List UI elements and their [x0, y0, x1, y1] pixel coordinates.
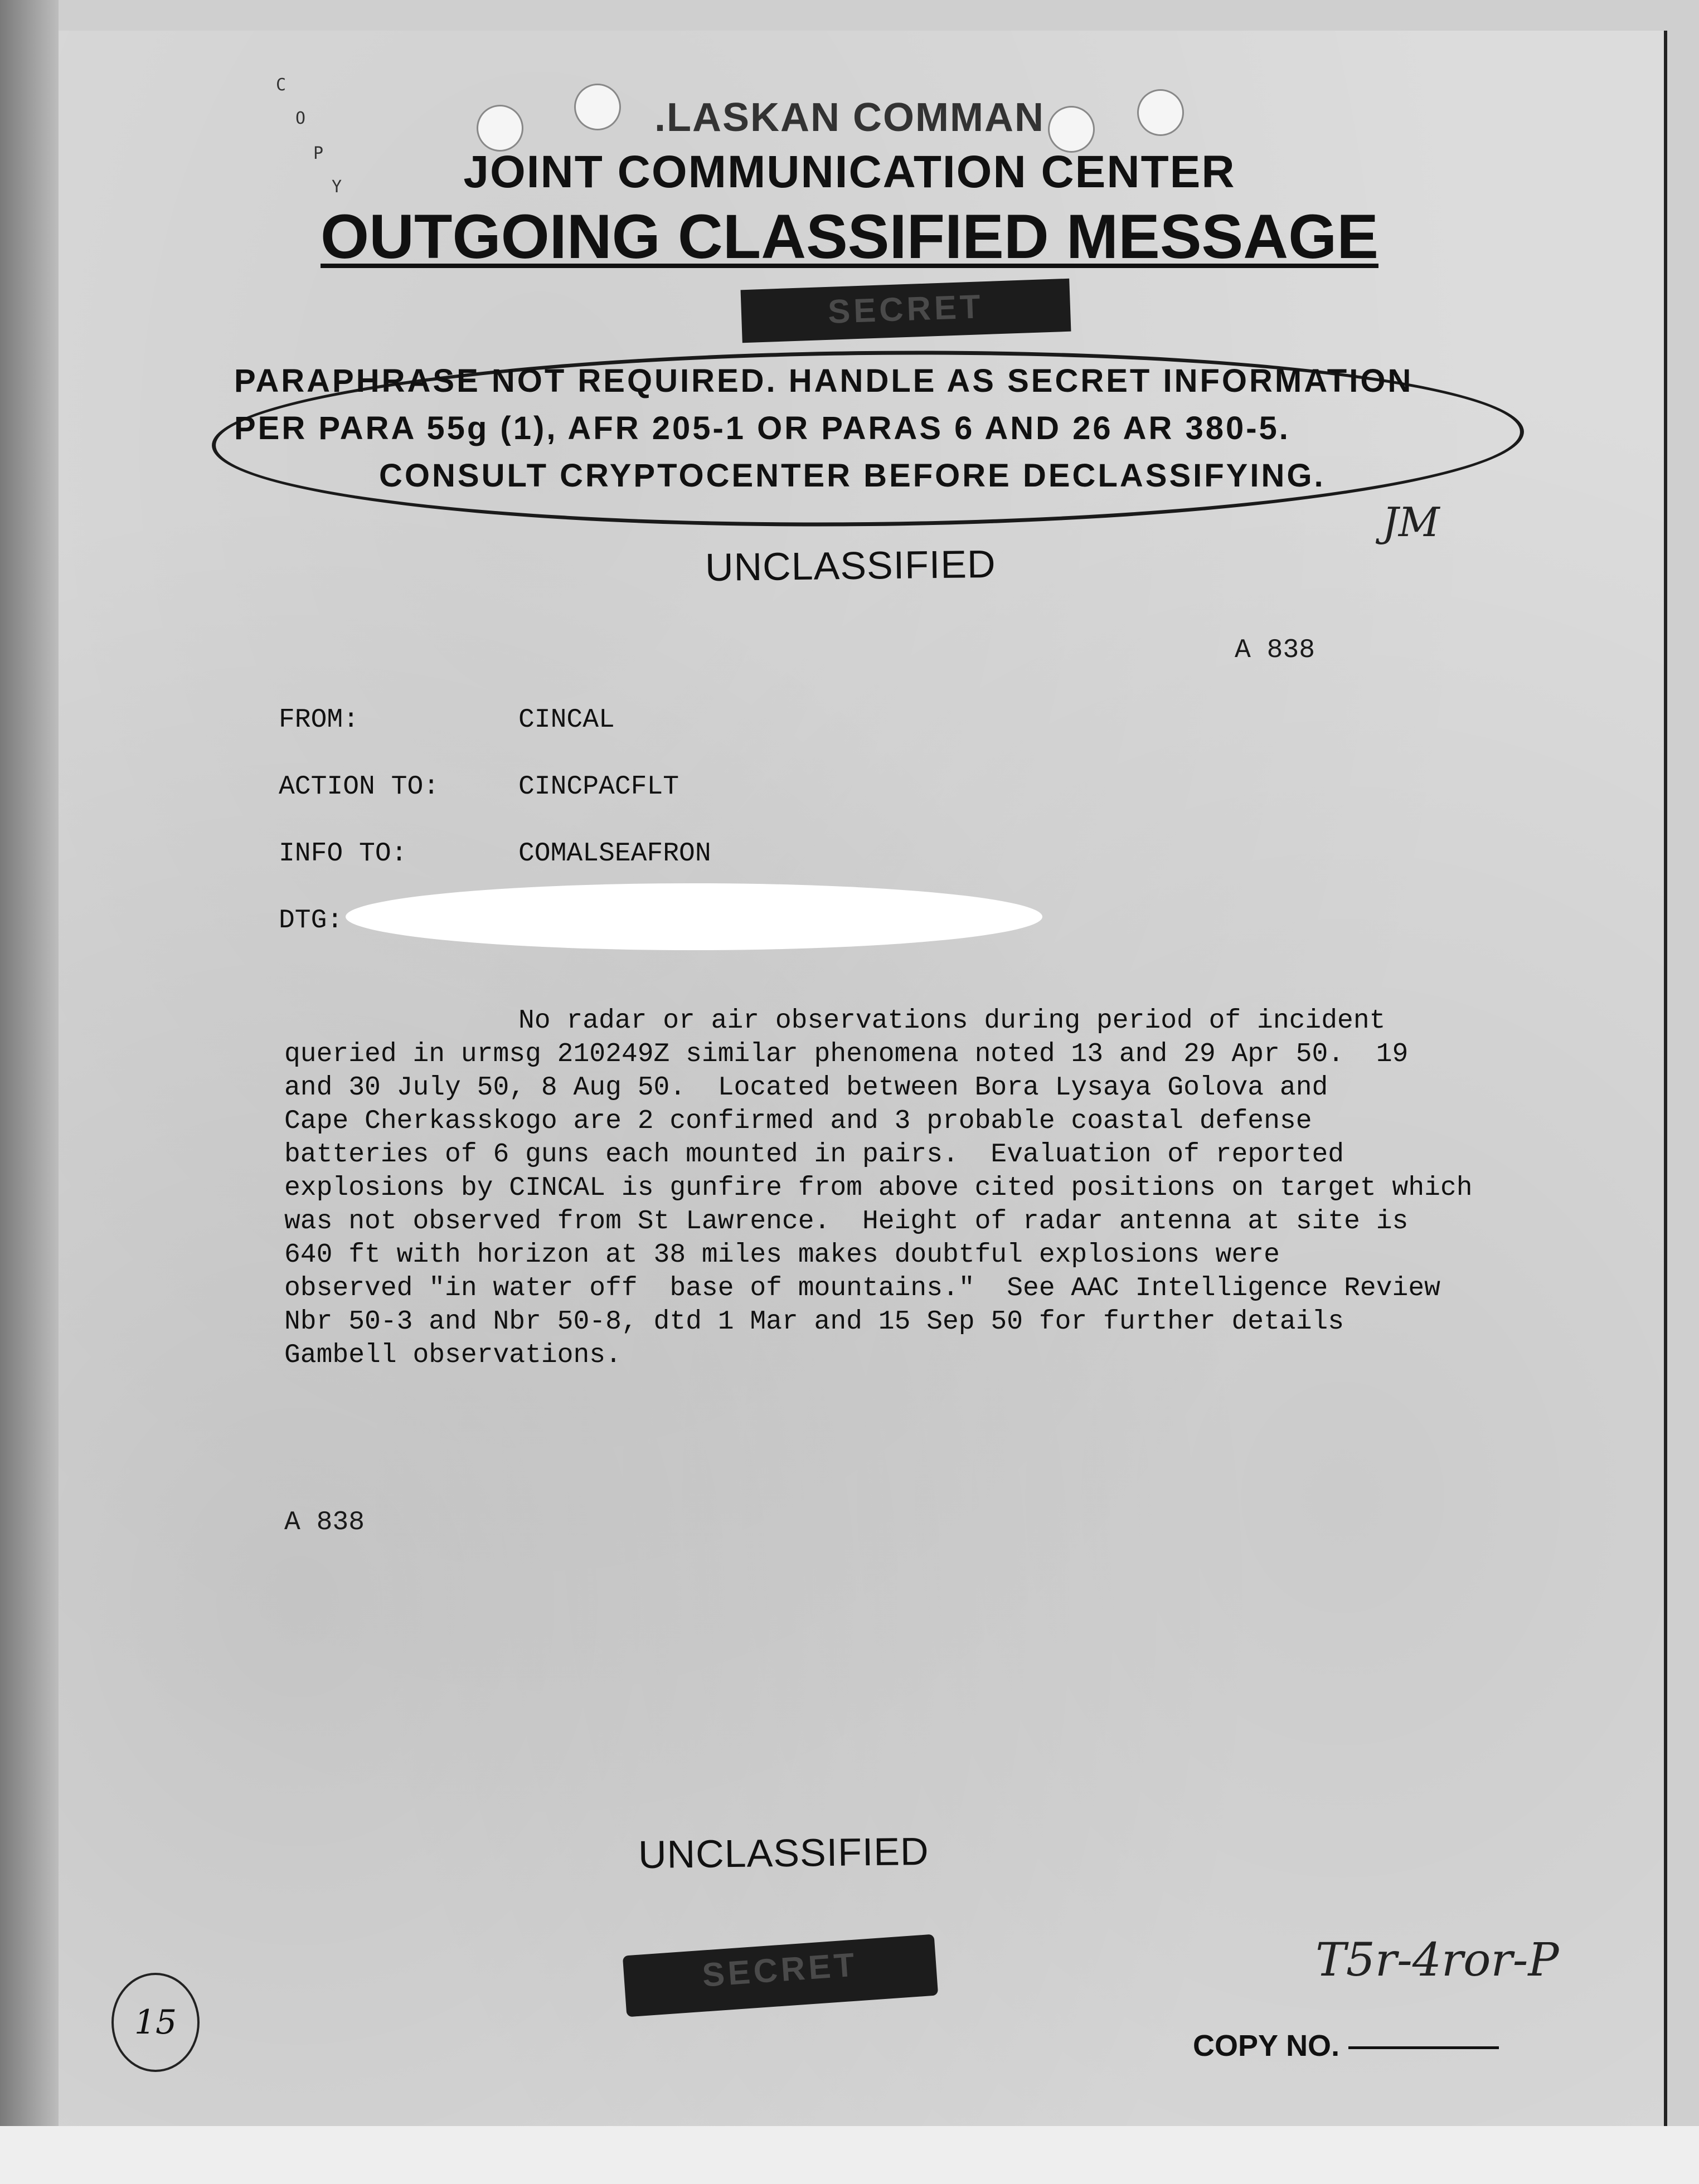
- message-reference-top: A 838: [1235, 635, 1315, 665]
- copy-stamp-letter: Y: [332, 177, 342, 197]
- copy-stamp-letter: P: [313, 144, 324, 163]
- paraphrase-notice-line: CONSULT CRYPTOCENTER BEFORE DECLASSIFYING.: [379, 458, 1326, 494]
- message-body-line: and 30 July 50, 8 Aug 50. Located between Bora Lysaya Golova and: [284, 1073, 1328, 1103]
- from-value: CINCAL: [518, 705, 615, 735]
- message-body-line: Gambell observations.: [284, 1340, 622, 1370]
- action-to-value: CINCPACFLT: [518, 772, 679, 802]
- copy-number-field: [1193, 2029, 1499, 2063]
- document-title: OUTGOING CLASSIFIED MESSAGE: [321, 202, 1378, 271]
- copy-stamp-letter: C: [276, 75, 287, 95]
- secret-stamp-blot: SECRET: [741, 279, 1071, 343]
- copy-number-blank-line: [1348, 2046, 1499, 2049]
- message-body-line: queried in urmsg 210249Z similar phenomena noted 13 and 29 Apr 50. 19: [284, 1039, 1409, 1069]
- message-body-line: explosions by CINCAL is gunfire from above cited positions on target which: [284, 1173, 1473, 1203]
- secret-stamp-blot: SECRET: [623, 1934, 938, 2017]
- message-body-line: batteries of 6 guns each mounted in pairs. Evaluation of reported: [284, 1140, 1344, 1170]
- message-body-line: was not observed from St Lawrence. Height of radar antenna at site is: [284, 1207, 1409, 1237]
- paraphrase-notice-line: PARAPHRASE NOT REQUIRED. HANDLE AS SECRET INFORMATION: [234, 363, 1414, 399]
- unclassified-marking-top: UNCLASSIFIED: [705, 542, 997, 590]
- action-to-label: ACTION TO:: [279, 772, 440, 802]
- message-body-line: Cape Cherkasskogo are 2 confirmed and 3 probable coastal defense: [284, 1106, 1312, 1136]
- dtg-label: DTG:: [279, 906, 343, 936]
- center-heading: JOINT COMMUNICATION CENTER: [463, 147, 1236, 197]
- page-number-circle: 15: [111, 1973, 200, 2072]
- message-reference-bottom: A 838: [284, 1507, 365, 1538]
- page-left-shadow: [0, 0, 59, 2184]
- info-to-label: INFO TO:: [279, 839, 407, 869]
- page-bottom-margin: [0, 2126, 1699, 2184]
- handwritten-initials: JM: [1382, 499, 1440, 546]
- copy-stamp-letter: O: [295, 109, 306, 128]
- message-body-line: 640 ft with horizon at 38 miles makes doubtful explosions were: [284, 1240, 1280, 1270]
- message-body-line: No radar or air observations during period of incident: [518, 1006, 1386, 1036]
- redaction-whiteout: [346, 883, 1042, 950]
- copy-number-label: COPY NO.: [1193, 2029, 1340, 2063]
- paraphrase-notice-line: PER PARA 55g (1), AFR 205-1 OR PARAS 6 AND 26 AR 380-5.: [234, 410, 1290, 446]
- message-body-line: Nbr 50-3 and Nbr 50-8, dtd 1 Mar and 15 Sep 50 for further details: [284, 1307, 1344, 1337]
- info-to-value: COMALSEAFRON: [518, 839, 711, 869]
- command-heading: .LASKAN COMMAN: [654, 95, 1045, 140]
- from-label: FROM:: [279, 705, 360, 735]
- unclassified-marking-bottom: UNCLASSIFIED: [638, 1829, 930, 1877]
- message-body-line: observed "in water off base of mountains." See AAC Intelligence Review: [284, 1273, 1440, 1303]
- handwritten-reference: T5r-4ror-P: [1315, 1934, 1559, 1987]
